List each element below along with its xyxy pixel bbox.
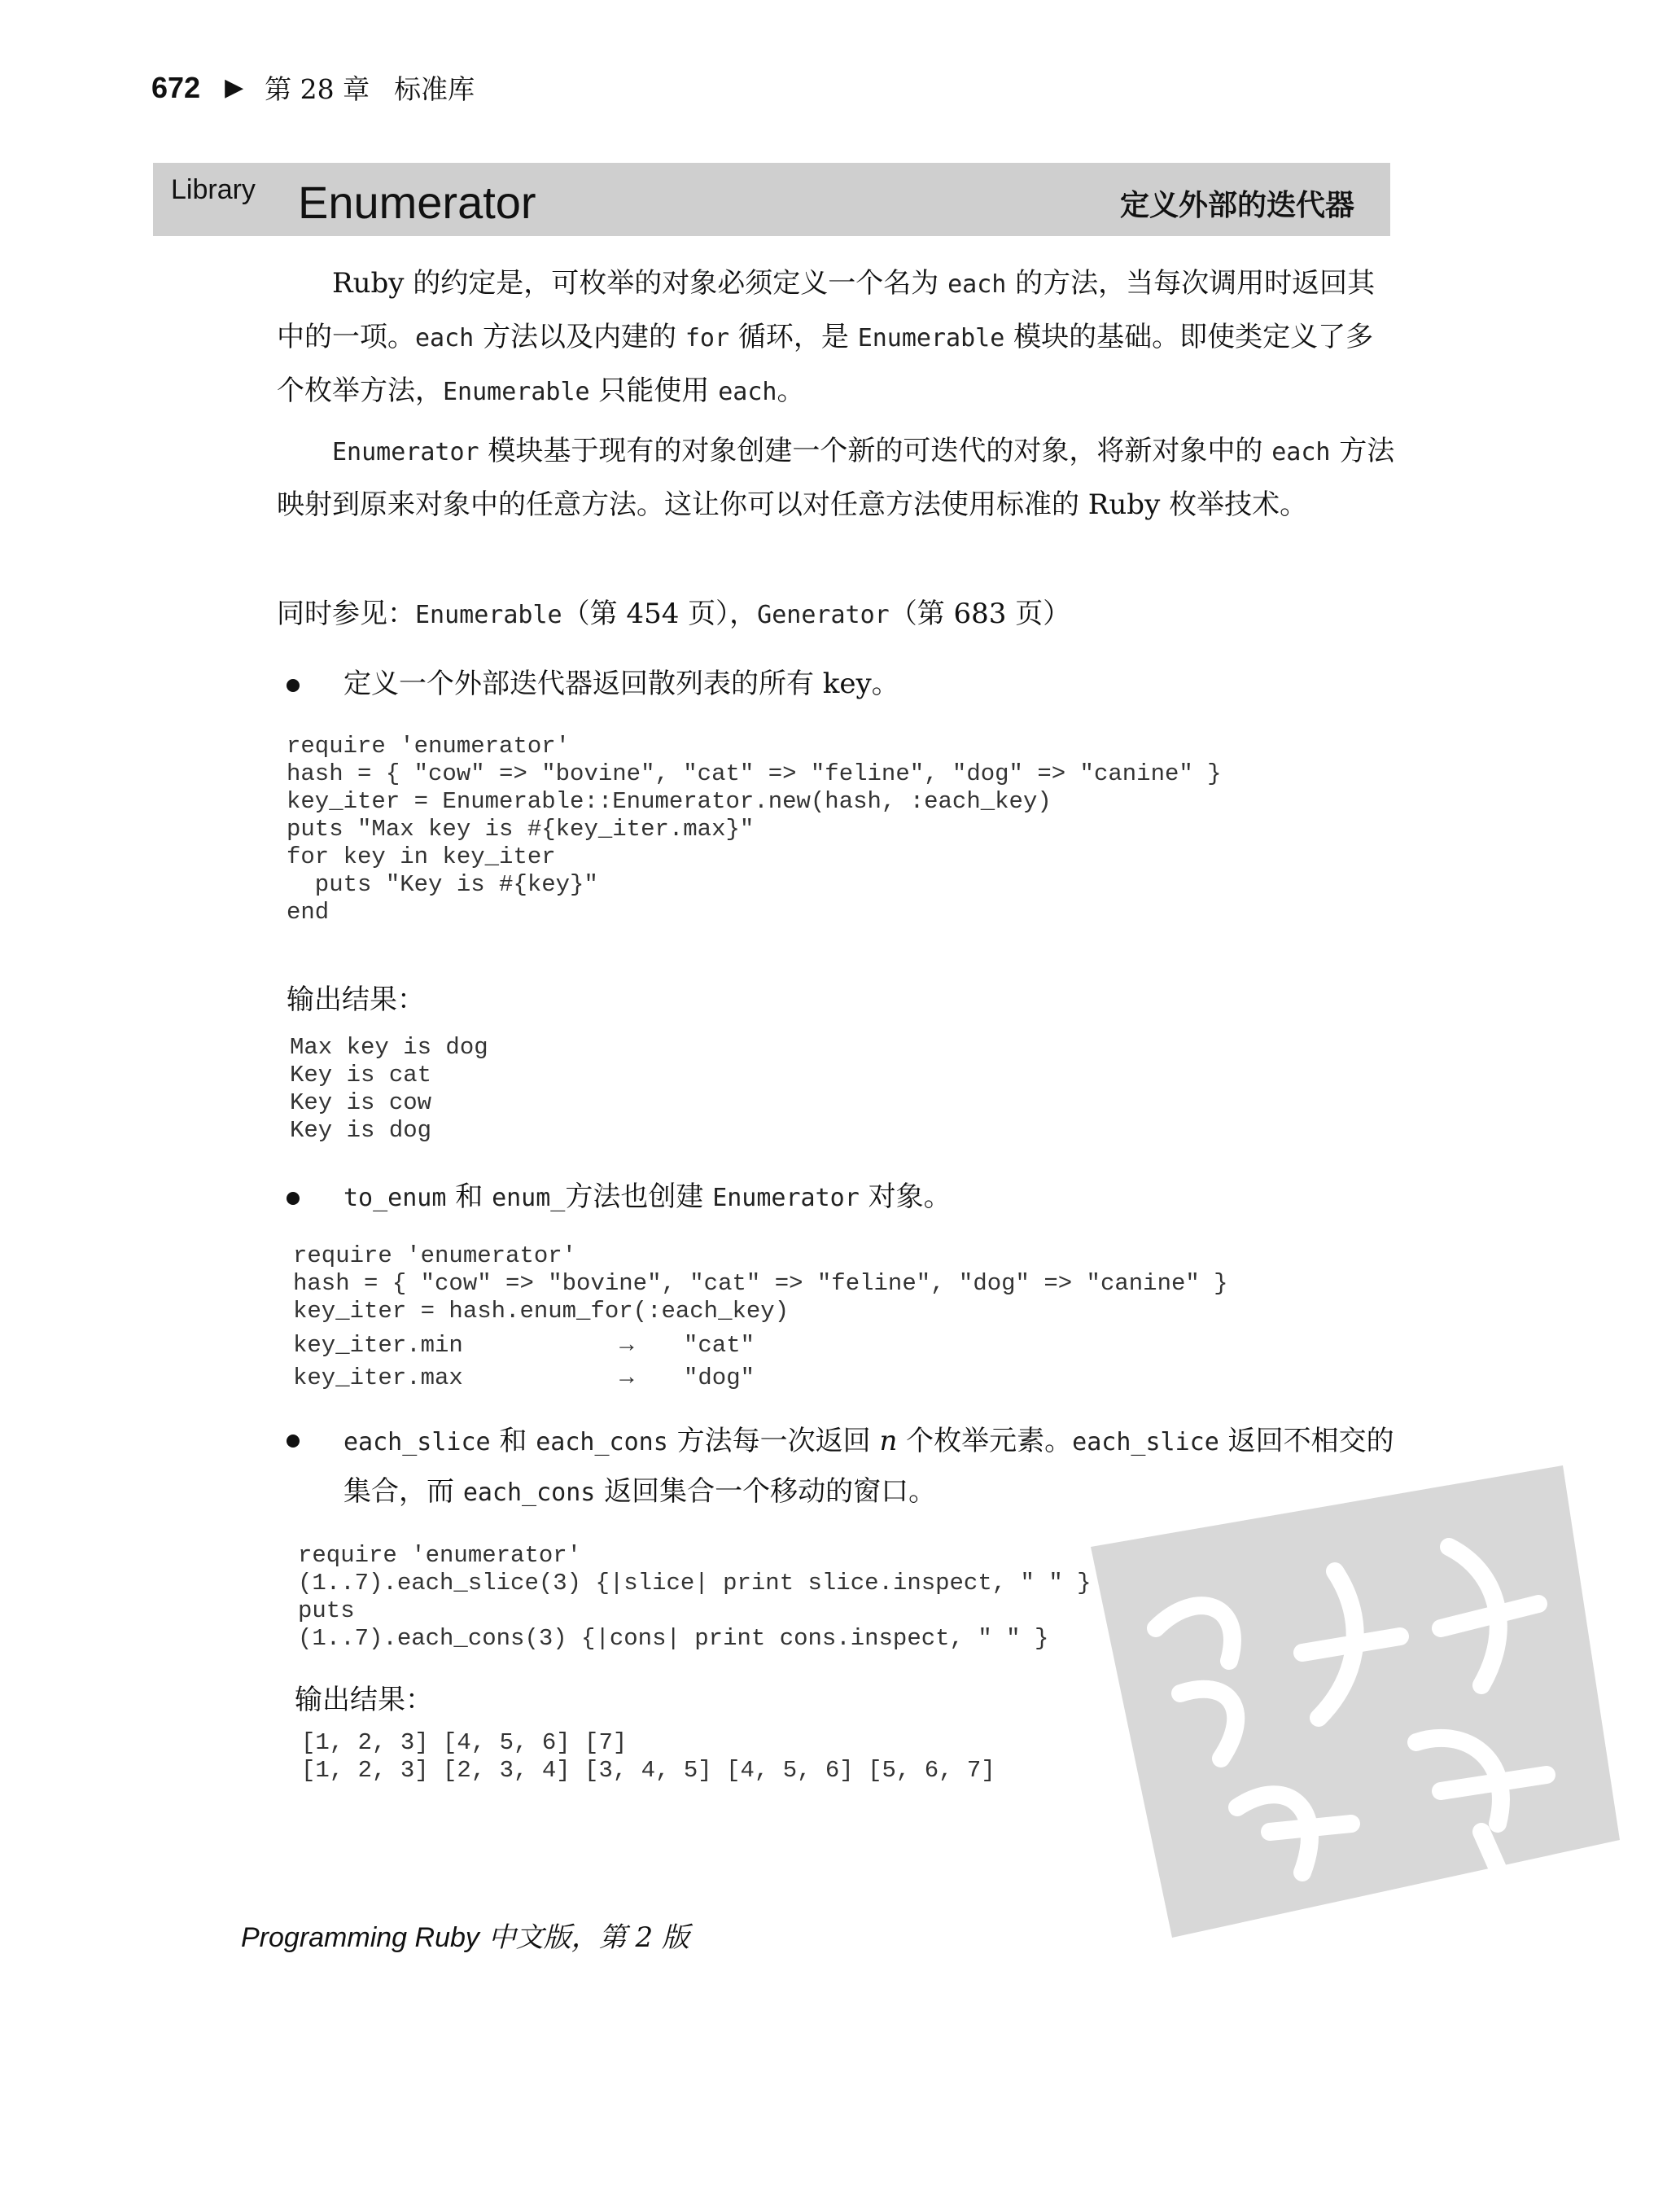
code-line: [1, 2, 3] [2, 3, 4] [3, 4, 5] [4, 5, 6] [5, 6, 7] (301, 1757, 995, 1784)
code-line: hash = { "cow" => "bovine", "cat" => "feline", "dog" => "canine" } (287, 760, 1222, 787)
code-line: require 'enumerator' (287, 733, 571, 760)
code-listing (287, 733, 1222, 926)
code-listing (293, 1242, 1228, 1325)
library-banner (153, 163, 1390, 236)
page-title: Enumerator (298, 177, 536, 228)
bullet-item-1 (287, 661, 899, 701)
result-expr: key_iter.max (293, 1364, 463, 1391)
code-line: puts "Key is #{key}" (287, 871, 598, 898)
text-run: 只能使用 (589, 375, 719, 407)
text-run: 循环，是 (729, 321, 858, 353)
result-row (293, 1332, 1228, 1360)
text-run: 同时参见： (277, 598, 415, 630)
output-listing (301, 1729, 995, 1785)
text-run: 方法每一次返回 (667, 1425, 880, 1457)
book-title: Programming Ruby (241, 1922, 479, 1953)
intro-paragraph-2-text (277, 435, 1394, 521)
result-arrow: → (619, 1364, 634, 1391)
intro-paragraph-2 (277, 425, 1397, 531)
inline-code: for (685, 324, 730, 353)
text-run: （第 454 页）， (562, 598, 758, 630)
inline-code: to_enum (343, 1184, 447, 1212)
text-run: Ruby 的约定是，可枚举的对象必须定义一个名为 (332, 267, 948, 300)
chapter-title: 标准库 (394, 73, 475, 105)
see-also-text (277, 598, 1070, 630)
code-line: Key is cat (290, 1062, 432, 1088)
see-also (277, 588, 1397, 642)
inline-code: each_cons (536, 1428, 668, 1456)
inline-code: each (718, 378, 777, 406)
output-block-3 (301, 1729, 995, 1785)
bullet-item-2 (287, 1174, 952, 1214)
code-line: puts "Max key is #{key_iter.max}" (287, 816, 755, 843)
inline-code: Enumerator (712, 1184, 860, 1212)
inline-code: each_slice (1072, 1428, 1219, 1456)
bullet-dot (287, 1192, 300, 1205)
code-line: for key in key_iter (287, 843, 556, 870)
book-edition: 中文版，第 2 版 (479, 1921, 689, 1954)
code-line: [1, 2, 3] [4, 5, 6] [7] (301, 1729, 628, 1756)
inline-code: each (415, 324, 475, 353)
bullet-2-text (343, 1180, 952, 1213)
output-block-1 (290, 1034, 488, 1145)
inline-code: Generator (757, 601, 890, 629)
text-run: （第 683 页） (889, 598, 1071, 630)
result-value: "cat" (684, 1332, 755, 1359)
text-run: 方法映射到原来对象中的任意方法。这让你可以对任意方法使用标准的 Ruby 枚举技术。 (277, 435, 1395, 521)
code-line: Key is cow (290, 1089, 432, 1116)
code-line: hash = { "cow" => "bovine", "cat" => "feline", "dog" => "canine" } (293, 1270, 1228, 1297)
inline-code: enum_ (492, 1184, 566, 1212)
code-line: key_iter = hash.enum_for(:each_key) (293, 1298, 790, 1325)
page-subtitle: 定义外部的迭代器 (1119, 189, 1354, 222)
library-label: Library (171, 174, 256, 205)
code-line: Key is dog (290, 1117, 432, 1144)
code-line: require 'enumerator' (298, 1542, 582, 1569)
result-value: "dog" (684, 1364, 755, 1391)
text-run: 返回集合一个移动的窗口。 (595, 1475, 937, 1508)
text-run: 对象。 (859, 1180, 952, 1213)
text-run: 个枚举元素。 (897, 1425, 1073, 1457)
intro-paragraph-1 (277, 257, 1397, 418)
text-run: 的方法，当每次调用时返回其中的一项。 (277, 267, 1376, 353)
running-header (151, 68, 475, 107)
page-number: 672 (151, 70, 201, 104)
text-run: 。 (777, 375, 805, 407)
text-run: 和 (446, 1180, 492, 1213)
result-arrow: → (619, 1332, 634, 1359)
code-line: (1..7).each_slice(3) {|slice| print slice.inspect, " " } (298, 1570, 1092, 1597)
inline-code: Enumerable (857, 324, 1005, 353)
code-block-2 (293, 1242, 1228, 1392)
code-line: require 'enumerator' (293, 1242, 577, 1269)
bullet-1-text: 定义一个外部迭代器返回散列表的所有 key。 (343, 668, 899, 700)
code-block-3 (298, 1542, 1092, 1653)
bullet-dot (287, 679, 300, 692)
output-label-1: 输出结果： (287, 983, 425, 1016)
inline-code: each (947, 270, 1007, 299)
code-block-1 (287, 733, 1222, 926)
header-arrow: ▶ (225, 74, 244, 101)
inline-code: each_cons (462, 1478, 596, 1507)
book-footer (241, 1915, 689, 1955)
text-run: 方法也创建 (565, 1180, 713, 1213)
bullet-dot (287, 1435, 300, 1448)
code-line: (1..7).each_cons(3) {|cons| print cons.inspect, " " } (298, 1625, 1049, 1652)
result-row (293, 1364, 1228, 1392)
code-line: key_iter = Enumerable::Enumerator.new(hash, :each_key) (287, 788, 1052, 815)
text-run: 和 (490, 1425, 536, 1457)
text-run: 模块的基础。即使类定义了多个枚举方法， (277, 321, 1374, 407)
inline-code: each_slice (343, 1428, 491, 1456)
output-listing (290, 1034, 488, 1145)
code-line: Max key is dog (290, 1034, 488, 1061)
inline-code: Enumerator (332, 438, 479, 466)
inline-code: Enumerable (415, 601, 562, 629)
code-line: puts (298, 1597, 355, 1624)
result-expr: key_iter.min (293, 1332, 463, 1359)
intro-paragraph-1-text (277, 267, 1375, 407)
text-run: 方法以及内建的 (474, 321, 685, 353)
seal-stamp-watermark (1058, 1449, 1628, 1954)
text-run: 返回不相交的集合，而 (343, 1425, 1394, 1508)
code-listing (298, 1542, 1092, 1653)
code-line: end (287, 899, 330, 926)
result-rows (293, 1332, 1228, 1392)
inline-code: Enumerable (443, 378, 590, 406)
inline-code: each (1271, 438, 1331, 466)
text-run: 模块基于现有的对象创建一个新的可迭代的对象，将新对象中的 (479, 435, 1272, 467)
text-run: n (879, 1425, 898, 1457)
output-label-3: 输出结果： (295, 1684, 433, 1716)
chapter-number: 第 28 章 (265, 73, 370, 105)
